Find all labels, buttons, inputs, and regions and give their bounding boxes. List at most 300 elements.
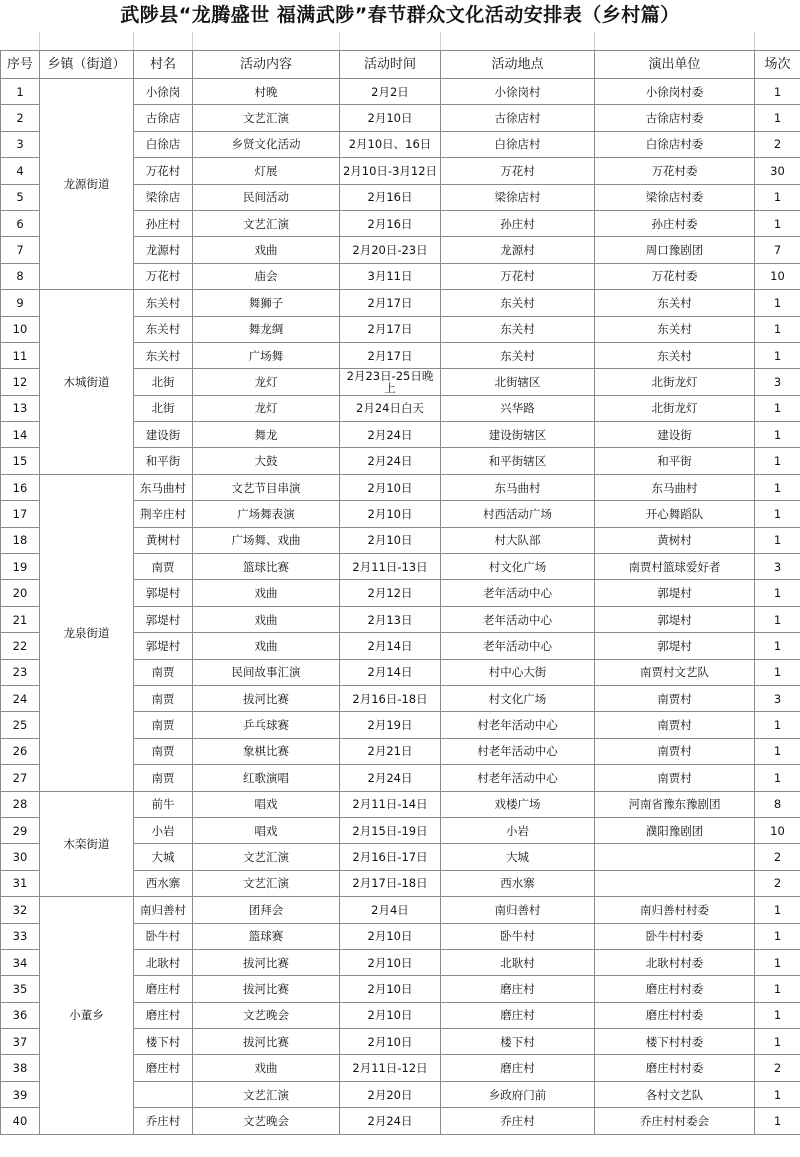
cell-no: 25 — [1, 712, 40, 738]
cell-place: 万花村 — [441, 263, 595, 289]
cell-count: 1 — [755, 79, 800, 105]
cell-place: 南归善村 — [441, 897, 595, 923]
col-header-performer: 演出单位 — [595, 51, 755, 79]
cell-count: 1 — [755, 712, 800, 738]
cell-place: 和平街辖区 — [441, 448, 595, 474]
cell-time: 2月11日-14日 — [340, 791, 441, 817]
town-cell: 木城街道 — [40, 290, 134, 475]
cell-content: 民间故事汇演 — [193, 659, 340, 685]
cell-place: 楼下村 — [441, 1029, 595, 1055]
cell-count: 3 — [755, 554, 800, 580]
cell-village: 磨庄村 — [134, 1055, 193, 1081]
cell-no: 32 — [1, 897, 40, 923]
cell-count: 2 — [755, 870, 800, 896]
cell-no: 15 — [1, 448, 40, 474]
cell-content: 龙灯 — [193, 395, 340, 421]
cell-time: 2月10日 — [340, 474, 441, 500]
cell-content: 文艺晚会 — [193, 1002, 340, 1028]
cell-village: 东关村 — [134, 342, 193, 368]
column-letter-strip — [0, 32, 800, 50]
cell-no: 16 — [1, 474, 40, 500]
cell-village: 梁徐店 — [134, 184, 193, 210]
cell-content: 大鼓 — [193, 448, 340, 474]
cell-village: 大城 — [134, 844, 193, 870]
cell-no: 1 — [1, 79, 40, 105]
cell-performer: 南贾村 — [595, 712, 755, 738]
col-header-place: 活动地点 — [441, 51, 595, 79]
schedule-body — [1, 79, 800, 1135]
cell-time: 2月24日 — [340, 422, 441, 448]
cell-content: 文艺汇演 — [193, 870, 340, 896]
cell-no: 21 — [1, 606, 40, 632]
cell-content: 舞龙 — [193, 422, 340, 448]
cell-place: 村老年活动中心 — [441, 765, 595, 791]
cell-village: 南贾 — [134, 712, 193, 738]
cell-village: 南贾 — [134, 738, 193, 764]
strip-divider — [594, 32, 595, 50]
cell-performer: 南贾村 — [595, 765, 755, 791]
cell-performer: 各村文艺队 — [595, 1081, 755, 1107]
cell-content: 拔河比赛 — [193, 976, 340, 1002]
cell-no: 20 — [1, 580, 40, 606]
cell-no: 13 — [1, 395, 40, 421]
cell-no: 11 — [1, 342, 40, 368]
cell-place: 小徐岗村 — [441, 79, 595, 105]
cell-place: 小岩 — [441, 817, 595, 843]
cell-count: 1 — [755, 738, 800, 764]
cell-performer: 磨庄村村委 — [595, 976, 755, 1002]
cell-performer: 濮阳豫剧团 — [595, 817, 755, 843]
cell-place: 村文化广场 — [441, 685, 595, 711]
cell-count: 3 — [755, 685, 800, 711]
cell-content: 文艺汇演 — [193, 105, 340, 131]
cell-no: 27 — [1, 765, 40, 791]
cell-count: 2 — [755, 131, 800, 157]
cell-count: 1 — [755, 210, 800, 236]
cell-content: 戏曲 — [193, 606, 340, 632]
cell-count: 1 — [755, 395, 800, 421]
cell-performer: 东关村 — [595, 290, 755, 316]
cell-village: 郭堤村 — [134, 633, 193, 659]
cell-time: 2月10日 — [340, 923, 441, 949]
cell-village: 荆辛庄村 — [134, 501, 193, 527]
cell-no: 36 — [1, 1002, 40, 1028]
cell-no: 19 — [1, 554, 40, 580]
strip-divider — [754, 32, 755, 50]
cell-content: 文艺汇演 — [193, 1081, 340, 1107]
cell-no: 33 — [1, 923, 40, 949]
cell-performer: 郭堤村 — [595, 606, 755, 632]
cell-time: 2月24日 — [340, 448, 441, 474]
cell-no: 29 — [1, 817, 40, 843]
cell-content: 篮球赛 — [193, 923, 340, 949]
cell-no: 17 — [1, 501, 40, 527]
cell-count: 2 — [755, 844, 800, 870]
cell-no: 6 — [1, 210, 40, 236]
cell-time: 2月10日 — [340, 527, 441, 553]
cell-count: 1 — [755, 1108, 800, 1134]
cell-time: 2月21日 — [340, 738, 441, 764]
cell-time: 2月17日-18日 — [340, 870, 441, 896]
cell-content: 村晚 — [193, 79, 340, 105]
cell-village: 东关村 — [134, 316, 193, 342]
strip-divider — [192, 32, 193, 50]
cell-no: 14 — [1, 422, 40, 448]
cell-place: 龙源村 — [441, 237, 595, 263]
header-row — [1, 51, 800, 79]
cell-performer: 孙庄村委 — [595, 210, 755, 236]
cell-time: 2月16日 — [340, 210, 441, 236]
cell-content: 象棋比赛 — [193, 738, 340, 764]
cell-place: 大城 — [441, 844, 595, 870]
cell-content: 戏曲 — [193, 1055, 340, 1081]
cell-count: 7 — [755, 237, 800, 263]
cell-time: 2月23日-25日晚上 — [340, 369, 441, 395]
cell-count: 1 — [755, 949, 800, 975]
cell-village: 南贾 — [134, 685, 193, 711]
cell-place: 村西活动广场 — [441, 501, 595, 527]
cell-content: 舞狮子 — [193, 290, 340, 316]
cell-content: 龙灯 — [193, 369, 340, 395]
cell-time: 2月11日-12日 — [340, 1055, 441, 1081]
cell-content: 文艺晚会 — [193, 1108, 340, 1134]
cell-performer: 和平街 — [595, 448, 755, 474]
cell-content: 文艺汇演 — [193, 210, 340, 236]
cell-content: 广场舞 — [193, 342, 340, 368]
cell-place: 北耿村 — [441, 949, 595, 975]
cell-content: 文艺汇演 — [193, 844, 340, 870]
cell-count: 1 — [755, 923, 800, 949]
cell-place: 白徐店村 — [441, 131, 595, 157]
cell-time: 2月13日 — [340, 606, 441, 632]
cell-place: 乔庄村 — [441, 1108, 595, 1134]
cell-village: 建设街 — [134, 422, 193, 448]
cell-village: 东关村 — [134, 290, 193, 316]
cell-no: 8 — [1, 263, 40, 289]
cell-village: 磨庄村 — [134, 976, 193, 1002]
cell-no: 37 — [1, 1029, 40, 1055]
cell-place: 万花村 — [441, 158, 595, 184]
cell-performer: 周口豫剧团 — [595, 237, 755, 263]
cell-content: 戏曲 — [193, 237, 340, 263]
town-cell: 木栾街道 — [40, 791, 134, 897]
cell-performer: 磨庄村村委 — [595, 1055, 755, 1081]
cell-village: 郭堤村 — [134, 606, 193, 632]
schedule-table — [0, 50, 800, 1135]
cell-time: 2月20日-23日 — [340, 237, 441, 263]
cell-place: 东马曲村 — [441, 474, 595, 500]
table-row — [1, 897, 800, 923]
cell-count: 1 — [755, 976, 800, 1002]
cell-village: 南贾 — [134, 765, 193, 791]
cell-count: 1 — [755, 1029, 800, 1055]
cell-performer: 磨庄村村委 — [595, 1002, 755, 1028]
cell-village: 黄树村 — [134, 527, 193, 553]
cell-count: 1 — [755, 659, 800, 685]
cell-village: 古徐店 — [134, 105, 193, 131]
cell-content: 文艺节目串演 — [193, 474, 340, 500]
cell-no: 2 — [1, 105, 40, 131]
cell-no: 9 — [1, 290, 40, 316]
cell-place: 孙庄村 — [441, 210, 595, 236]
cell-time: 2月16日-18日 — [340, 685, 441, 711]
cell-time: 2月24日白天 — [340, 395, 441, 421]
cell-count: 1 — [755, 474, 800, 500]
cell-no: 12 — [1, 369, 40, 395]
cell-count: 1 — [755, 184, 800, 210]
cell-village: 楼下村 — [134, 1029, 193, 1055]
cell-performer: 万花村委 — [595, 263, 755, 289]
cell-no: 23 — [1, 659, 40, 685]
cell-time: 2月17日 — [340, 316, 441, 342]
cell-performer: 卧牛村村委 — [595, 923, 755, 949]
cell-village: 前牛 — [134, 791, 193, 817]
cell-no: 7 — [1, 237, 40, 263]
cell-performer: 东马曲村 — [595, 474, 755, 500]
cell-village — [134, 1081, 193, 1107]
cell-village: 南贾 — [134, 554, 193, 580]
cell-village: 龙源村 — [134, 237, 193, 263]
cell-performer: 南归善村村委 — [595, 897, 755, 923]
cell-place: 西水寨 — [441, 870, 595, 896]
cell-count: 1 — [755, 1002, 800, 1028]
cell-village: 万花村 — [134, 263, 193, 289]
town-cell: 小董乡 — [40, 897, 134, 1135]
cell-performer: 郭堤村 — [595, 580, 755, 606]
cell-no: 3 — [1, 131, 40, 157]
strip-divider — [39, 32, 40, 50]
cell-village: 北耿村 — [134, 949, 193, 975]
cell-performer: 古徐店村委 — [595, 105, 755, 131]
town-cell: 龙源街道 — [40, 79, 134, 290]
cell-time: 2月10日 — [340, 1029, 441, 1055]
cell-time: 2月24日 — [340, 765, 441, 791]
cell-no: 18 — [1, 527, 40, 553]
page-title: 武陟县“龙腾盛世 福满武陟”春节群众文化活动安排表（乡村篇） — [120, 4, 680, 26]
cell-place: 磨庄村 — [441, 1055, 595, 1081]
cell-no: 26 — [1, 738, 40, 764]
cell-no: 24 — [1, 685, 40, 711]
cell-place: 建设街辖区 — [441, 422, 595, 448]
cell-place: 村老年活动中心 — [441, 738, 595, 764]
cell-count: 1 — [755, 633, 800, 659]
cell-time: 2月10日 — [340, 1002, 441, 1028]
cell-count: 1 — [755, 765, 800, 791]
cell-count: 1 — [755, 105, 800, 131]
col-header-time: 活动时间 — [340, 51, 441, 79]
cell-village: 西水寨 — [134, 870, 193, 896]
cell-no: 28 — [1, 791, 40, 817]
cell-performer: 万花村委 — [595, 158, 755, 184]
cell-place: 老年活动中心 — [441, 633, 595, 659]
strip-divider — [133, 32, 134, 50]
cell-time: 2月14日 — [340, 659, 441, 685]
cell-time: 2月12日 — [340, 580, 441, 606]
cell-place: 村老年活动中心 — [441, 712, 595, 738]
cell-performer: 北街龙灯 — [595, 369, 755, 395]
cell-time: 2月15日-19日 — [340, 817, 441, 843]
cell-count: 1 — [755, 342, 800, 368]
cell-performer: 建设街 — [595, 422, 755, 448]
cell-content: 乡贤文化活动 — [193, 131, 340, 157]
town-cell: 龙泉街道 — [40, 474, 134, 791]
cell-village: 卧牛村 — [134, 923, 193, 949]
cell-time: 2月2日 — [340, 79, 441, 105]
cell-place: 北街辖区 — [441, 369, 595, 395]
cell-no: 22 — [1, 633, 40, 659]
cell-content: 乒乓球赛 — [193, 712, 340, 738]
cell-place: 磨庄村 — [441, 976, 595, 1002]
cell-performer: 南贾村 — [595, 738, 755, 764]
cell-time: 2月10日 — [340, 501, 441, 527]
cell-place: 村大队部 — [441, 527, 595, 553]
cell-time: 2月10日 — [340, 949, 441, 975]
cell-no: 10 — [1, 316, 40, 342]
cell-village: 东马曲村 — [134, 474, 193, 500]
cell-count: 2 — [755, 1055, 800, 1081]
cell-count: 1 — [755, 448, 800, 474]
cell-place: 磨庄村 — [441, 1002, 595, 1028]
cell-village: 北街 — [134, 395, 193, 421]
cell-village: 万花村 — [134, 158, 193, 184]
cell-time: 2月16日-17日 — [340, 844, 441, 870]
cell-content: 庙会 — [193, 263, 340, 289]
cell-time: 2月4日 — [340, 897, 441, 923]
cell-village: 乔庄村 — [134, 1108, 193, 1134]
cell-village: 孙庄村 — [134, 210, 193, 236]
cell-no: 31 — [1, 870, 40, 896]
cell-time: 2月17日 — [340, 290, 441, 316]
cell-no: 4 — [1, 158, 40, 184]
cell-place: 戏楼广场 — [441, 791, 595, 817]
cell-village: 和平街 — [134, 448, 193, 474]
cell-village: 小岩 — [134, 817, 193, 843]
cell-time: 2月16日 — [340, 184, 441, 210]
cell-performer: 白徐店村委 — [595, 131, 755, 157]
cell-place: 村中心大街 — [441, 659, 595, 685]
cell-count: 1 — [755, 580, 800, 606]
cell-no: 30 — [1, 844, 40, 870]
cell-village: 北街 — [134, 369, 193, 395]
cell-village: 郭堤村 — [134, 580, 193, 606]
cell-village: 南归善村 — [134, 897, 193, 923]
cell-place: 老年活动中心 — [441, 606, 595, 632]
cell-time: 2月24日 — [340, 1108, 441, 1134]
cell-place: 兴华路 — [441, 395, 595, 421]
cell-time: 2月11日-13日 — [340, 554, 441, 580]
cell-no: 40 — [1, 1108, 40, 1134]
table-row — [1, 79, 800, 105]
cell-time: 2月17日 — [340, 342, 441, 368]
cell-village: 南贾 — [134, 659, 193, 685]
cell-place: 东关村 — [441, 290, 595, 316]
cell-count: 1 — [755, 501, 800, 527]
cell-content: 灯展 — [193, 158, 340, 184]
cell-time: 2月10日、16日 — [340, 131, 441, 157]
strip-divider — [440, 32, 441, 50]
cell-performer: 郭堤村 — [595, 633, 755, 659]
strip-divider — [339, 32, 340, 50]
cell-place: 卧牛村 — [441, 923, 595, 949]
cell-time: 2月20日 — [340, 1081, 441, 1107]
cell-no: 39 — [1, 1081, 40, 1107]
cell-village: 磨庄村 — [134, 1002, 193, 1028]
cell-content: 红歌演唱 — [193, 765, 340, 791]
cell-no: 35 — [1, 976, 40, 1002]
cell-count: 30 — [755, 158, 800, 184]
cell-performer: 楼下村村委 — [595, 1029, 755, 1055]
table-row — [1, 474, 800, 500]
cell-content: 广场舞表演 — [193, 501, 340, 527]
cell-content: 民间活动 — [193, 184, 340, 210]
col-header-village: 村名 — [134, 51, 193, 79]
cell-count: 1 — [755, 606, 800, 632]
cell-count: 1 — [755, 527, 800, 553]
col-header-town: 乡镇（街道） — [40, 51, 134, 79]
cell-content: 唱戏 — [193, 817, 340, 843]
cell-count: 10 — [755, 817, 800, 843]
cell-time: 2月10日-3月12日 — [340, 158, 441, 184]
cell-village: 小徐岗 — [134, 79, 193, 105]
cell-content: 戏曲 — [193, 633, 340, 659]
cell-content: 舞龙绸 — [193, 316, 340, 342]
cell-performer: 东关村 — [595, 342, 755, 368]
cell-content: 拔河比赛 — [193, 1029, 340, 1055]
cell-place: 东关村 — [441, 316, 595, 342]
cell-no: 34 — [1, 949, 40, 975]
cell-performer: 黄树村 — [595, 527, 755, 553]
cell-content: 团拜会 — [193, 897, 340, 923]
cell-performer: 小徐岗村委 — [595, 79, 755, 105]
cell-place: 东关村 — [441, 342, 595, 368]
cell-performer: 南贾村文艺队 — [595, 659, 755, 685]
cell-performer: 北街龙灯 — [595, 395, 755, 421]
cell-performer: 河南省豫东豫剧团 — [595, 791, 755, 817]
cell-count: 1 — [755, 316, 800, 342]
cell-place: 老年活动中心 — [441, 580, 595, 606]
table-row — [1, 290, 800, 316]
cell-count: 1 — [755, 290, 800, 316]
cell-content: 戏曲 — [193, 580, 340, 606]
cell-place: 古徐店村 — [441, 105, 595, 131]
table-row — [1, 791, 800, 817]
cell-performer: 北耿村村委 — [595, 949, 755, 975]
cell-performer: 南贾村 — [595, 685, 755, 711]
col-header-no: 序号 — [1, 51, 40, 79]
cell-time: 2月14日 — [340, 633, 441, 659]
cell-place: 梁徐店村 — [441, 184, 595, 210]
cell-no: 5 — [1, 184, 40, 210]
cell-time: 3月11日 — [340, 263, 441, 289]
cell-content: 拔河比赛 — [193, 949, 340, 975]
col-header-count: 场次 — [755, 51, 800, 79]
cell-count: 1 — [755, 1081, 800, 1107]
cell-village: 白徐店 — [134, 131, 193, 157]
cell-no: 38 — [1, 1055, 40, 1081]
cell-count: 1 — [755, 422, 800, 448]
cell-content: 唱戏 — [193, 791, 340, 817]
cell-performer — [595, 870, 755, 896]
cell-place: 村文化广场 — [441, 554, 595, 580]
cell-performer: 东关村 — [595, 316, 755, 342]
cell-content: 篮球比赛 — [193, 554, 340, 580]
cell-count: 8 — [755, 791, 800, 817]
cell-place: 乡政府门前 — [441, 1081, 595, 1107]
cell-time: 2月10日 — [340, 976, 441, 1002]
cell-content: 拔河比赛 — [193, 685, 340, 711]
cell-count: 1 — [755, 897, 800, 923]
cell-performer: 梁徐店村委 — [595, 184, 755, 210]
